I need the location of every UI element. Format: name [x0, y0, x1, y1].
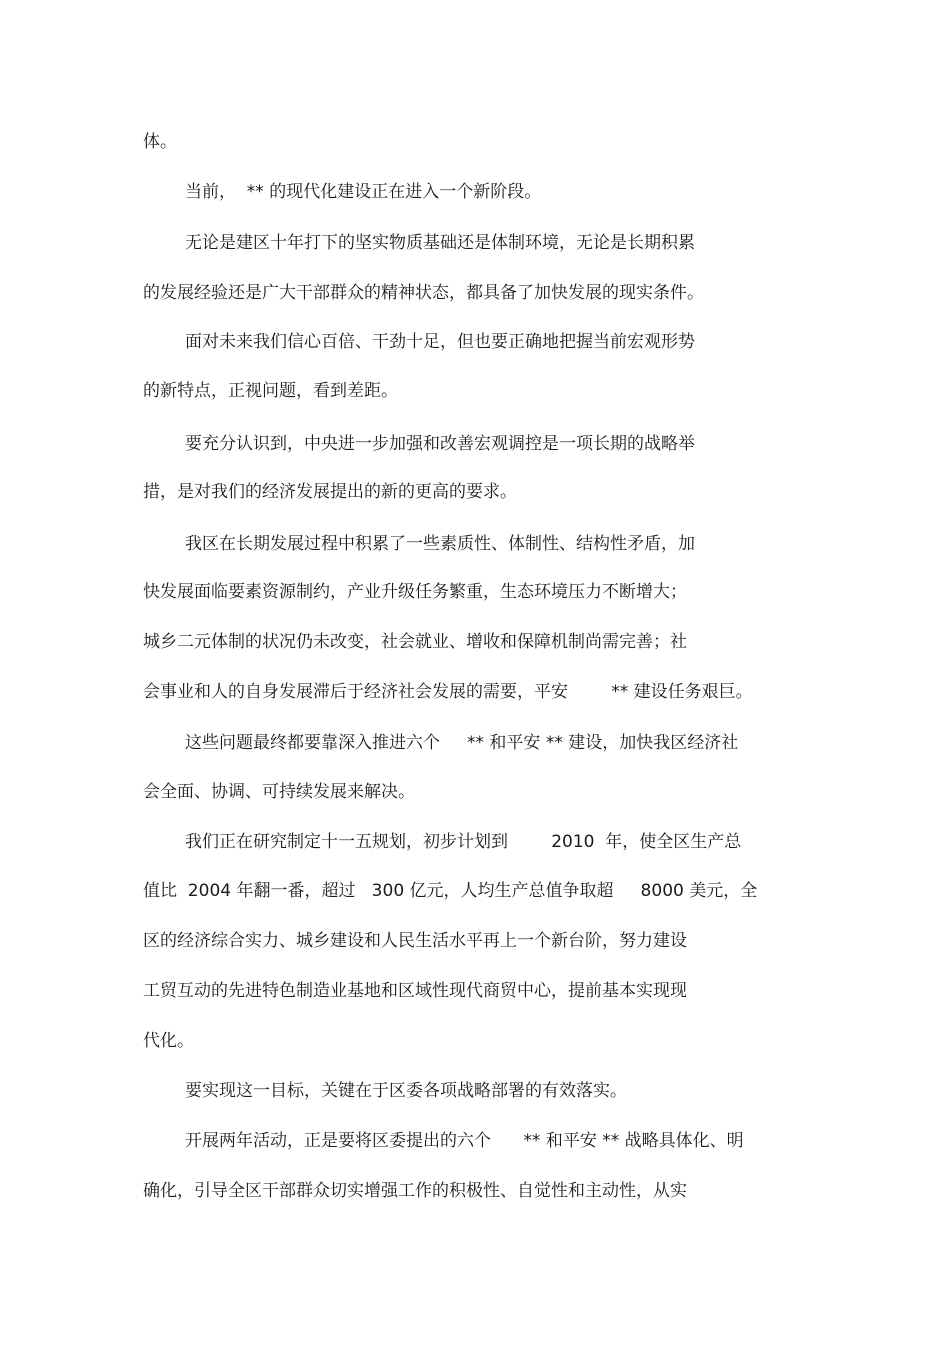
text-line: 面对未来我们信心百倍、干劲十足，但也要正确地把握当前宏观形势 — [185, 332, 695, 352]
text-line: 确化，引导全区干部群众切实增强工作的积极性、自觉性和主动性，从实 — [143, 1181, 687, 1201]
text-line: 值比 2004 年翻一番，超过 300 亿元，人均生产总值争取超 8000 美元，全 — [143, 881, 758, 901]
text-line: 要充分认识到，中央进一步加强和改善宏观调控是一项长期的战略举 — [185, 434, 695, 454]
text-line: 工贸互动的先进特色制造业基地和区域性现代商贸中心，提前基本实现现 — [143, 981, 687, 1001]
text-line: 无论是建区十年打下的坚实物质基础还是体制环境，无论是长期积累 — [185, 233, 695, 253]
text-line: 城乡二元体制的状况仍未改变，社会就业、增收和保障机制尚需完善；社 — [143, 632, 687, 652]
text-line: 要实现这一目标，关键在于区委各项战略部署的有效落实。 — [185, 1081, 627, 1101]
text-line: 这些问题最终都要靠深入推进六个 ** 和平安 ** 建设，加快我区经济社 — [185, 733, 739, 753]
text-line: 的新特点，正视问题，看到差距。 — [143, 381, 398, 401]
text-line: 代化。 — [143, 1031, 194, 1051]
text-line: 的发展经验还是广大干部群众的精神状态，都具备了加快发展的现实条件。 — [143, 283, 704, 303]
text-line: 会全面、协调、可持续发展来解决。 — [143, 782, 415, 802]
text-line: 区的经济综合实力、城乡建设和人民生活水平再上一个新台阶，努力建设 — [143, 931, 687, 951]
text-line: 措，是对我们的经济发展提出的新的更高的要求。 — [143, 482, 517, 502]
text-line: 我们正在研究制定十一五规划，初步计划到 2010 年，使全区生产总 — [185, 832, 742, 852]
text-line: 当前， ** 的现代化建设正在进入一个新阶段。 — [185, 182, 542, 202]
text-line: 我区在长期发展过程中积累了一些素质性、体制性、结构性矛盾，加 — [185, 534, 695, 554]
text-line: 会事业和人的自身发展滞后于经济社会发展的需要，平安 ** 建设任务艰巨。 — [143, 682, 753, 702]
text-line: 快发展面临要素资源制约，产业升级任务繁重，生态环境压力不断增大； — [143, 582, 687, 602]
text-line: 体。 — [143, 132, 177, 152]
text-line: 开展两年活动，正是要将区委提出的六个 ** 和平安 ** 战略具体化、明 — [185, 1131, 744, 1151]
